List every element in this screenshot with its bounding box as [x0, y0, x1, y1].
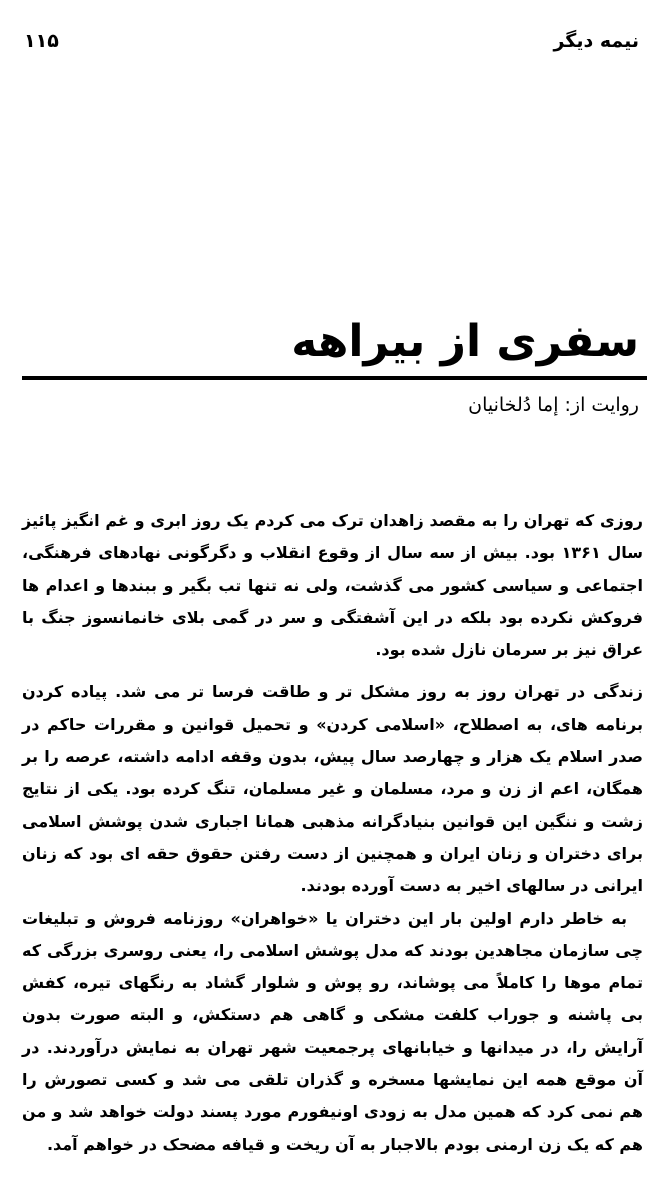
title-rule	[22, 376, 647, 380]
byline: روایت از: إما دُلخانیان	[468, 394, 639, 416]
paragraph: روزی که تهران را به مقصد زاهدان ترک می کردم یک روز ابری و غم انگیز پائیز سال ۱۳۶۱ بود. بیش از سه سال از وقوع انقلاب و دگرگونی نهادهای فرهنگی، اجتماعی و سیاسی کشور می گذشت، ولی نه تنها تب بگیر و ببندها و اعدام ها فروکش نکرده بود بلکه در این آشفتگی و سر در گمی بلای خانمانسوز جنگ با عراق نیز بر سرمان نازل شده بود.	[22, 511, 643, 660]
paragraph: به خاطر دارم اولین بار این دختران یا «خواهران» روزنامه فروش و تبلیغات چی سازمان مجاهدین بودند که مدل پوشش اسلامی را، یعنی روسری بزرگی که تمام موها را کاملاً می پوشاند، رو پوش و شلوار گشاد به رنگهای تیره، کفش بی پاشنه و جوراب کلفت مشکی و گاهی هم دستکش، و البته صورت بدون آرایش را، در میدانها و خیابانهای پرجمعیت شهر تهران به نمایش درآوردند. در آن موقع همه این نمایشها مسخره و گذران تلقی می شد و کسی تصورش را هم نمی کرد که همین مدل به زودی اونیفورم مورد پسند دولت خواهد شد و من هم که یک زن ارمنی بودم بالاجبار به آن ریخت و قیافه مضحک در خواهم آمد.	[22, 908, 643, 1154]
body-text	[22, 505, 643, 1161]
paragraph: زندگی در تهران روز به روز مشکل تر و طاقت فرسا تر می شد. پیاده کردن برنامه های، به اصطلاح، «اسلامی کردن» و تحمیل قوانین و مقررات حاکم در صدر اسلام یک هزار و چهارصد سال پیش، بدون وقفه ادامه داشته، عرصه را بر همگان، اعم از زن و مرد، مسلمان و غیر مسلمان، تنگ کرده بود. یکی از نتایج زشت و ننگین این قوانین بنیادگرانه مذهبی همانا اجباری شدن پوشش اسلامی برای دختران و زنان ایران و همچنین از دست رفتن حقوق حقه ای بود که زنان ایرانی در سالهای اخیر به دست آورده بودند.	[22, 682, 643, 896]
chapter-title: سفری از بیراهه	[291, 316, 639, 367]
running-title: نیمه دیگر	[553, 30, 639, 52]
page-number: ۱۱۵	[24, 30, 59, 52]
